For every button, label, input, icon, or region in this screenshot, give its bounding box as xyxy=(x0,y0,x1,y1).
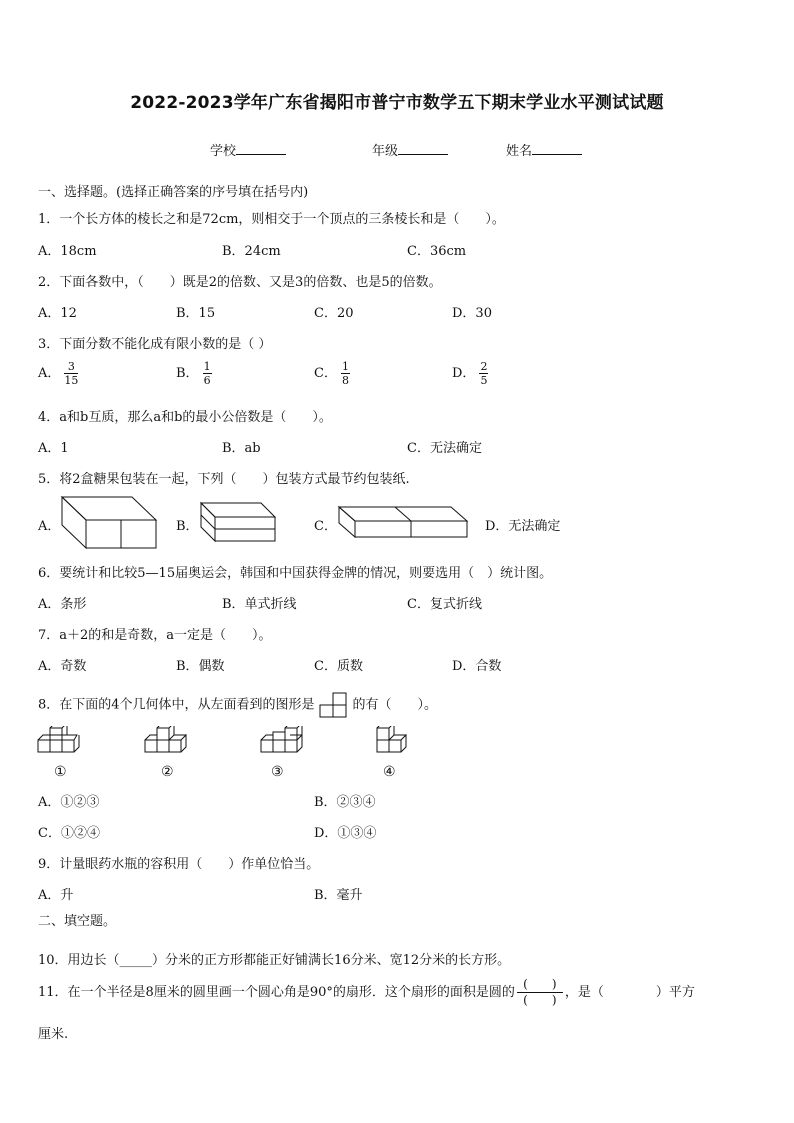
figure-label-2: ② xyxy=(161,764,174,780)
question-11: 11．在一个半径是8厘米的圆里画一个圆心角是90°的扇形．这个扇形的面积是圆的 $\frac{( )}{( )}$ ，是（ ）平方 xyxy=(38,977,695,1007)
q8-option-d: D．①③④ xyxy=(314,826,377,841)
q9-option-b: B．毫升 xyxy=(314,888,363,903)
q2-option-d: D．30 xyxy=(452,306,492,321)
q7-option-d: D．合数 xyxy=(452,659,502,674)
fraction: $\frac{2}{5}$ xyxy=(480,360,488,387)
question-4: 4．a和b互质，那么a和b的最小公倍数是（ ）。 xyxy=(38,410,332,425)
question-3: 3．下面分数不能化成有限小数的是（ ） xyxy=(38,337,272,352)
q6-option-a: A．条形 xyxy=(38,597,87,612)
name-blank xyxy=(532,142,582,155)
q9-option-a: A．升 xyxy=(38,888,74,903)
question-10: 10．用边长（_____）分米的正方形都能正好铺满长16分米、宽12分米的长方形。 xyxy=(38,953,511,968)
question-1: 1．一个长方体的棱长之和是72cm，则相交于一个顶点的三条棱长和是（ ）。 xyxy=(38,212,505,227)
name-field xyxy=(506,140,582,159)
grade-blank xyxy=(398,142,448,155)
q8-option-c: C．①②④ xyxy=(38,826,100,841)
q1-option-a: A．18cm xyxy=(38,244,97,259)
cube-figure-1 xyxy=(36,726,88,762)
q2-option-b: B．15 xyxy=(176,306,216,321)
section-heading-fill: 二、填空题。 xyxy=(38,914,117,929)
figure-label-3: ③ xyxy=(271,764,284,780)
q2-option-c: C．20 xyxy=(314,306,354,321)
q5-option-d: D．无法确定 xyxy=(485,519,561,534)
fraction: $\frac{1}{8}$ xyxy=(341,360,349,387)
q7-option-a: A．奇数 xyxy=(38,659,87,674)
q3-option-b: B． $\frac{1}{6}$ xyxy=(176,360,211,387)
fraction: $\frac{3}{15}$ xyxy=(64,360,79,387)
box-pack-a-image xyxy=(58,494,158,550)
grade-label: 年级 xyxy=(372,144,399,159)
q8-option-a: A．①②③ xyxy=(38,795,100,810)
school-field xyxy=(210,140,286,159)
page-title: 2022-2023学年广东省揭阳市普宁市数学五下期末学业水平测试试题 xyxy=(130,93,664,113)
cube-figure-2 xyxy=(143,726,195,762)
grade-field xyxy=(372,140,448,159)
question-5: 5．将2盒糖果包装在一起，下列（ ）包装方式最节约包装纸. xyxy=(38,472,410,487)
figure-label-1: ① xyxy=(54,764,67,780)
q7-option-c: C．质数 xyxy=(314,659,363,674)
q8-option-b: B．②③④ xyxy=(314,795,376,810)
q4-option-c: C．无法确定 xyxy=(407,441,482,456)
figure-label-4: ④ xyxy=(383,764,396,780)
left-view-icon xyxy=(319,692,349,718)
q6-option-b: B．单式折线 xyxy=(222,597,297,612)
section-heading-choice: 一、选择题。(选择正确答案的序号填在括号内) xyxy=(38,185,309,200)
q5-option-c: C． xyxy=(314,519,337,534)
school-label: 学校 xyxy=(210,144,237,159)
question-6: 6．要统计和比较5—15届奥运会，韩国和中国获得金牌的情况，则要选用（ ）统计图。 xyxy=(38,566,553,581)
q4-option-b: B．ab xyxy=(222,441,261,456)
q3-option-d: D． $\frac{2}{5}$ xyxy=(452,360,488,387)
question-8: 8．在下面的4个几何体中，从左面看到的图形是 的有（ ）。 xyxy=(38,692,437,718)
q6-option-c: C．复式折线 xyxy=(407,597,482,612)
question-11-line2: 厘米. xyxy=(38,1027,69,1042)
q5-option-a: A． xyxy=(38,519,61,534)
cube-figure-4 xyxy=(375,726,419,762)
school-blank xyxy=(236,142,286,155)
question-9: 9．计量眼药水瓶的容积用（ ）作单位恰当。 xyxy=(38,857,320,872)
q2-option-a: A．12 xyxy=(38,306,77,321)
question-2: 2．下面各数中，（ ）既是2的倍数、又是3的倍数、也是5的倍数。 xyxy=(38,275,442,290)
cube-figure-3 xyxy=(259,726,311,762)
q4-option-a: A．1 xyxy=(38,441,69,456)
blank-fraction: $\frac{( )}{( )}$ xyxy=(517,978,563,1007)
question-7: 7．a＋2的和是奇数，a一定是（ ）。 xyxy=(38,628,272,643)
q1-option-c: C．36cm xyxy=(407,244,467,259)
q5-option-b: B． xyxy=(176,519,199,534)
q3-option-a: A． $\frac{3}{15}$ xyxy=(38,360,79,387)
fraction: $\frac{1}{6}$ xyxy=(203,360,211,387)
q7-option-b: B．偶数 xyxy=(176,659,225,674)
q1-option-b: B．24cm xyxy=(222,244,281,259)
q3-option-c: C． $\frac{1}{8}$ xyxy=(314,360,349,387)
box-pack-b-image xyxy=(198,500,278,544)
box-pack-c-image xyxy=(337,504,469,540)
name-label: 姓名 xyxy=(506,144,533,159)
